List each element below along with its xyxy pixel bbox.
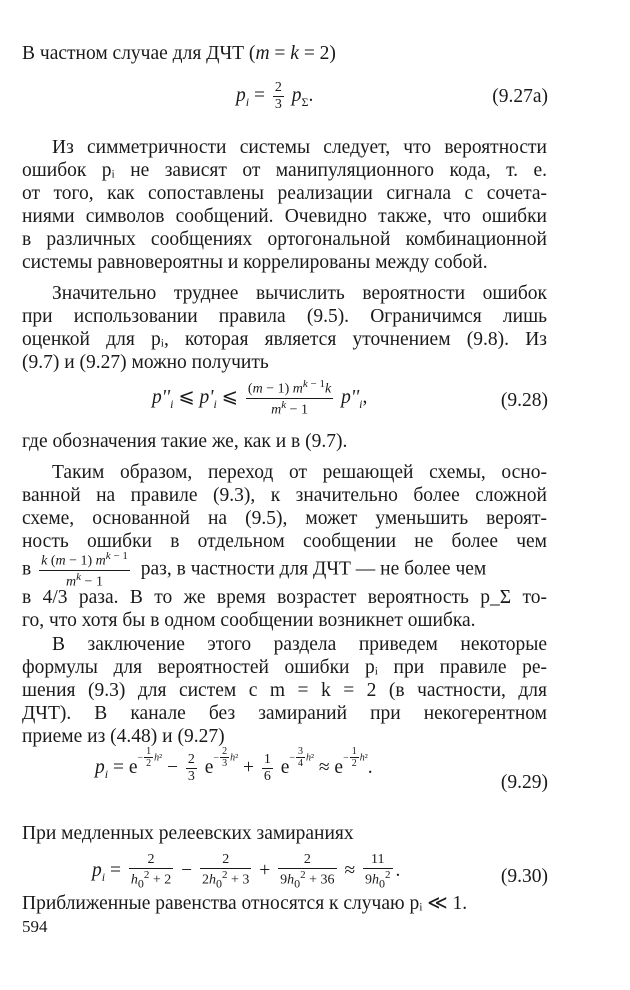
paragraph-line: ность ошибки в отдельном сообщении не более чем: [22, 531, 547, 552]
paragraph-line: ошибок pᵢ не зависят от манипуляционного кода, т. е.: [22, 160, 547, 181]
page-number: 594: [22, 917, 48, 936]
fraction-tail-text: раз, в частности для ДЧТ — не более чем: [140, 558, 487, 580]
equation-9-28: $p''_i$ ⩽ $p'_i$ ⩽ $\frac{(m - 1) m^{k - 1}k}{m^k - 1}$ $p''_i$,: [152, 378, 368, 418]
prefix-word: в: [22, 558, 32, 580]
equation-number-9-29: (9.29): [500, 772, 548, 793]
paragraph-line: оценкой для pᵢ, которая является уточнением (9.8). Из: [22, 329, 547, 350]
paragraph-line: от того, как сопоставлены реализации сигнала с сочета-: [22, 183, 547, 204]
equation-9-30: $p_i$ = $\frac{2}{h0^2 + 2}$ − $\frac{2}{2h0^2 + 3}$ + $\frac{2}{9h0^2 + 36}$ ≈ $\frac{11}{9h0^2}$ .: [92, 852, 401, 891]
paragraph-line: где обозначения такие же, как и в (9.7).: [22, 431, 348, 452]
paragraph-line: При медленных релеевских замираниях: [22, 823, 354, 844]
paragraph-line: в 4/3 раза. В то же время возрастет вероятность p_Σ то-: [22, 587, 547, 608]
paragraph-line: в различных сообщениях ортогональной комбинационной: [22, 229, 547, 250]
paragraph-line: В заключение этого раздела приведем некоторые: [52, 634, 547, 655]
paragraph-line: ДЧТ). В канале без замираний при некогерентном: [22, 703, 547, 724]
paragraph-line: Значительно труднее вычислить вероятности ошибок: [52, 283, 547, 304]
paragraph-line: формулы для вероятностей ошибки pᵢ при правиле ре-: [22, 657, 547, 678]
equation-number-9-27a: (9.27a): [492, 86, 548, 107]
paragraph-line: системы равновероятны и коррелированы между собой.: [22, 252, 488, 273]
inline-fraction-line: в $\frac{k (m - 1) m^{k - 1}}{m^k - 1}$ раз, в частности для ДЧТ — не более чем: [22, 550, 487, 590]
equation-9-29: $p_i = e-$ $\frac{1}{2}$ h² − $\frac{2}{3}$ e− $\frac{2}{3}$ h² + $\frac{1}{6}$ e− $\frac{3}{4}$ h² ≈ e− $\frac{1}{2}$ h².: [95, 745, 373, 785]
paragraph-line: при использовании правила (9.5). Ограничимся лишь: [22, 306, 547, 327]
paragraph-line: ванной на правиле (9.3), к значительно более сложной: [22, 485, 547, 506]
equation-number-9-30: (9.30): [500, 866, 548, 887]
paragraph-line: схеме, основанной на (9.5), может уменьшить вероят-: [22, 508, 547, 529]
intro-line: В частном случае для ДЧТ (m = k = 2): [22, 43, 336, 64]
paragraph-line: Из симметричности системы следует, что вероятности: [52, 137, 547, 158]
paragraph-line: го, что хотя бы в одном сообщении возникнет ошибка.: [22, 610, 476, 631]
paragraph-line: приеме из (4.48) и (9.27): [22, 726, 225, 747]
equation-number-9-28: (9.28): [500, 390, 548, 411]
paragraph-line: шения (9.3) для систем с m = k = 2 (в частности, для: [22, 680, 547, 701]
paragraph-line: Таким образом, переход от решающей схемы, осно-: [52, 462, 547, 483]
paragraph-line: ниями символов сообщений. Очевидно также, что ошибки: [22, 206, 547, 227]
equation-9-27a: $p_i$ = $\frac{2}{3}$ $p_\Sigma$.: [236, 80, 314, 113]
paragraph-line: (9.7) и (9.27) можно получить: [22, 352, 269, 373]
paragraph-line: Приближенные равенства относятся к случаю pᵢ ≪ 1.: [22, 893, 468, 914]
